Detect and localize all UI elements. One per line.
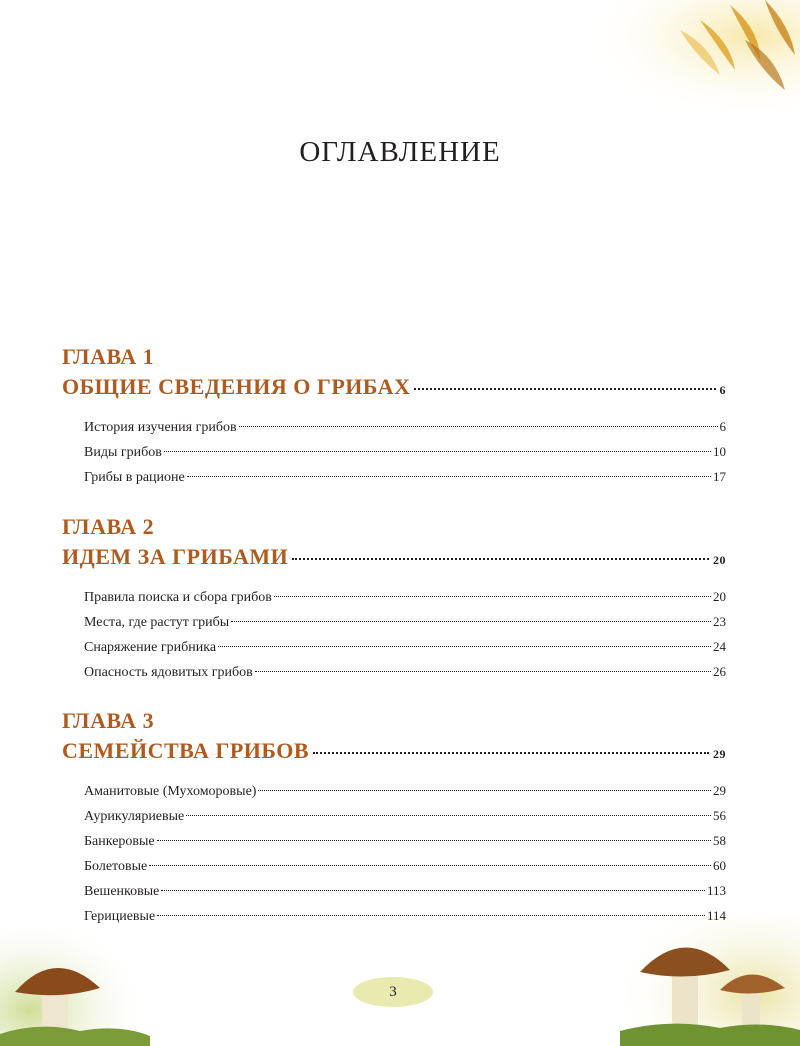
chapter-page-number: 6 (719, 383, 726, 397)
page-title: ОГЛАВЛЕНИЕ (299, 136, 501, 168)
chapter-title-row[interactable] (62, 736, 726, 769)
dot-leader (414, 388, 715, 390)
toc-entry[interactable] (84, 660, 726, 685)
entry-page-number: 60 (713, 858, 726, 873)
entry-page-number: 6 (719, 419, 726, 434)
entry-title: Банкеровые (84, 834, 155, 849)
dot-leader (161, 890, 705, 891)
page-number: 3 (389, 983, 397, 1000)
section-list (84, 779, 726, 929)
toc-entry[interactable] (84, 465, 726, 490)
toc-entry[interactable] (84, 879, 726, 904)
entry-title: Аманитовые (Мухоморовые) (84, 784, 257, 799)
entry-page-number: 56 (713, 808, 726, 823)
chapter-3 (62, 706, 726, 929)
chapter-1 (62, 342, 726, 490)
dot-leader (255, 671, 711, 672)
chapter-2 (62, 512, 726, 685)
entry-title: Места, где растут грибы (84, 615, 230, 630)
dot-leader (274, 596, 711, 597)
entry-title: Герициевые (84, 909, 156, 924)
chapter-label: ГЛАВА 1 (62, 344, 155, 369)
entry-page-number: 20 (713, 589, 726, 604)
toc-entry[interactable] (84, 440, 726, 465)
chapter-label: ГЛАВА 3 (62, 708, 155, 733)
autumn-leaves-decoration (560, 0, 800, 120)
dot-leader (231, 621, 711, 622)
dot-leader (218, 646, 711, 647)
chapter-title-row[interactable] (62, 372, 726, 405)
toc-entry[interactable] (84, 829, 726, 854)
entry-page-number: 26 (713, 664, 726, 679)
entry-title: Грибы в рационе (84, 470, 185, 485)
entry-page-number: 24 (713, 639, 726, 654)
chapter-title: СЕМЕЙСТВА ГРИБОВ (62, 738, 310, 763)
section-list (84, 585, 726, 685)
dot-leader (157, 915, 705, 916)
entry-title: Виды грибов (84, 445, 162, 460)
dot-leader (186, 815, 711, 816)
entry-title: Болетовые (84, 859, 148, 874)
chapter-title-row[interactable] (62, 542, 726, 575)
entry-title: История изучения грибов (84, 420, 237, 435)
toc-entry[interactable] (84, 904, 726, 929)
dot-leader (239, 426, 718, 427)
entry-page-number: 23 (713, 614, 726, 629)
toc-entry[interactable] (84, 610, 726, 635)
dot-leader (313, 752, 709, 754)
entry-page-number: 58 (713, 833, 726, 848)
toc-entry[interactable] (84, 779, 726, 804)
entry-page-number: 29 (713, 783, 726, 798)
section-list (84, 415, 726, 490)
page-number-badge (353, 977, 433, 1007)
entry-title: Аурикуляриевые (84, 809, 185, 824)
entry-page-number: 10 (713, 444, 726, 459)
dot-leader (164, 451, 711, 452)
entry-title: Вешенковые (84, 884, 160, 899)
dot-leader (149, 865, 711, 866)
chapter-page-number: 29 (713, 747, 726, 761)
entry-title: Снаряжение грибника (84, 640, 217, 655)
chapter-page-number: 20 (713, 553, 726, 567)
toc-entry[interactable] (84, 804, 726, 829)
toc-entry[interactable] (84, 585, 726, 610)
toc-entry[interactable] (84, 415, 726, 440)
chapter-title: ОБЩИЕ СВЕДЕНИЯ О ГРИБАХ (62, 374, 411, 399)
entry-page-number: 113 (706, 883, 726, 898)
dot-leader (292, 558, 709, 560)
mushroom-illustration-right (620, 916, 800, 1046)
chapter-label: ГЛАВА 2 (62, 514, 155, 539)
entry-page-number: 17 (713, 469, 726, 484)
entry-title: Опасность ядовитых грибов (84, 665, 253, 680)
entry-title: Правила поиска и сбора грибов (84, 590, 272, 605)
toc-entry[interactable] (84, 635, 726, 660)
entry-page-number: 114 (706, 908, 726, 923)
dot-leader (157, 840, 711, 841)
chapter-title: ИДЕМ ЗА ГРИБАМИ (62, 544, 289, 569)
dot-leader (258, 790, 711, 791)
dot-leader (187, 476, 711, 477)
toc-entry[interactable] (84, 854, 726, 879)
mushroom-illustration-left (0, 926, 150, 1046)
